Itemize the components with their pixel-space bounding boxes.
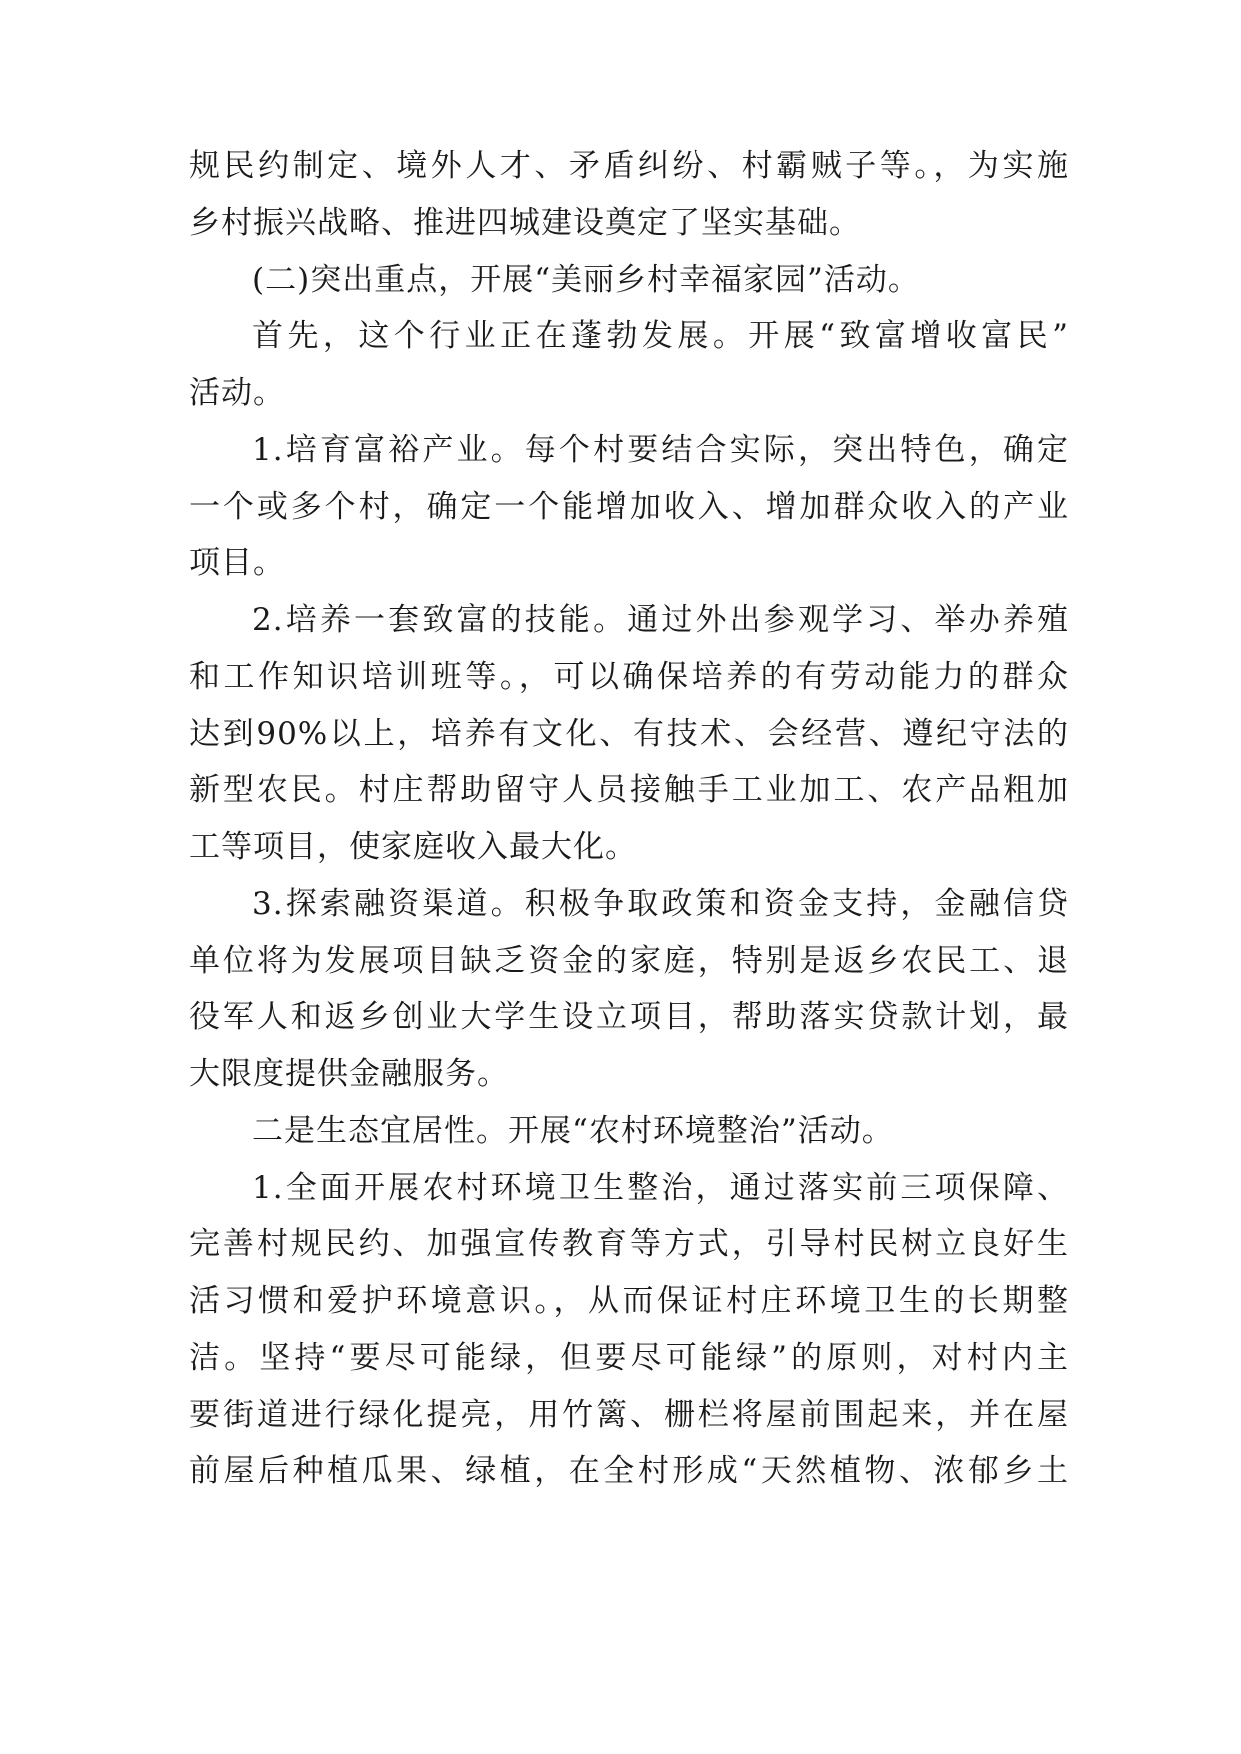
text-line: 和工作知识培训班等。，可以确保培养的有劳动能力的群众	[189, 659, 1069, 695]
text-line: 一个或多个村，确定一个能增加收入、增加群众收入的产业	[189, 489, 1069, 525]
text-line: 1.培育富裕产业。每个村要结合实际，突出特色，确定	[252, 432, 1069, 468]
text-line: 活习惯和爱护环境意识。，从而保证村庄环境卫生的长期整	[189, 1283, 1069, 1319]
text-line: 完善村规民约、加强宣传教育等方式，引导村民树立良好生	[189, 1226, 1069, 1262]
text-line: 3.探索融资渠道。积极争取政策和资金支持，金融信贷	[252, 886, 1069, 922]
text-line: 前屋后种植瓜果、绿植，在全村形成“天然植物、浓郁乡土	[189, 1453, 1069, 1489]
text-line: 项目。	[189, 545, 285, 581]
text-line: 大限度提供金融服务。	[189, 1056, 509, 1092]
text-line: 乡村振兴战略、推进四城建设奠定了坚实基础。	[189, 205, 861, 241]
text-line: 工等项目，使家庭收入最大化。	[189, 829, 637, 865]
section-heading: 二是生态宜居性。开展“农村环境整治”活动。	[252, 1113, 894, 1149]
text-line: 洁。坚持“要尽可能绿，但要尽可能绿”的原则，对村内主	[189, 1340, 1069, 1376]
text-line: 役军人和返乡创业大学生设立项目，帮助落实贷款计划，最	[189, 999, 1069, 1035]
section-heading: (二)突出重点，开展“美丽乡村幸福家园”活动。	[252, 262, 920, 298]
text-line: 新型农民。村庄帮助留守人员接触手工业加工、农产品粗加	[189, 772, 1069, 808]
text-line: 要街道进行绿化提亮，用竹篱、栅栏将屋前围起来，并在屋	[189, 1397, 1069, 1433]
text-line: 达到90%以上，培养有文化、有技术、会经营、遵纪守法的	[189, 716, 1069, 752]
text-line: 活动。	[189, 375, 285, 411]
text-line: 2.培养一套致富的技能。通过外出参观学习、举办养殖	[252, 602, 1069, 638]
text-line: 首先，这个行业正在蓬勃发展。开展“致富增收富民”	[252, 318, 1069, 354]
text-line: 单位将为发展项目缺乏资金的家庭，特别是返乡农民工、退	[189, 943, 1069, 979]
text-line: 规民约制定、境外人才、矛盾纠纷、村霸贼子等。，为实施	[189, 148, 1069, 184]
text-line: 1.全面开展农村环境卫生整治，通过落实前三项保障、	[252, 1170, 1069, 1206]
